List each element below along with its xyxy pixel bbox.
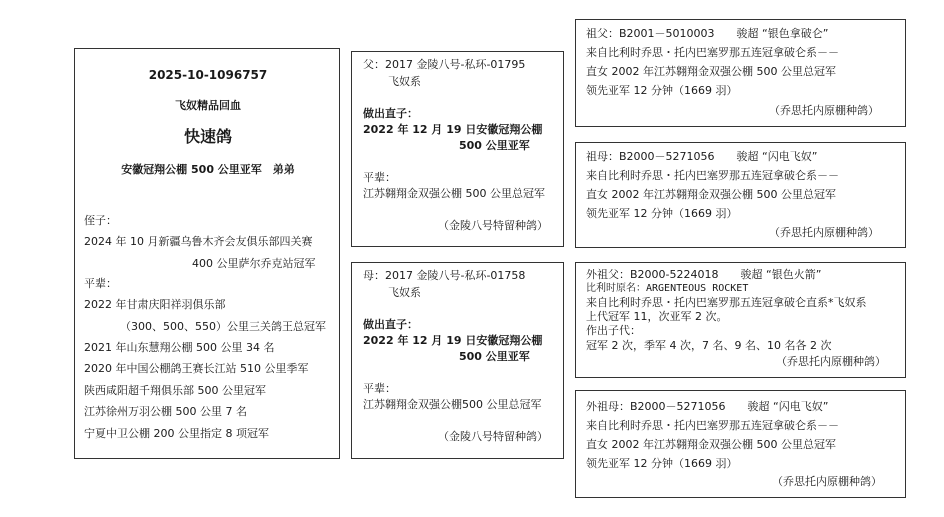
sire-ring: 父：2017 金陵八号-私环-01795 — [363, 58, 526, 71]
pgd-line-4: 领先亚军 12 分钟（1669 羽） — [586, 207, 738, 220]
pgs-loft: （乔思托内原棚种鸽） — [769, 104, 879, 117]
pgd-line-2: 来自比利时乔思・托内巴塞罗那五连冠拿破仑系－－ — [586, 169, 839, 182]
peer-line-2: （300、500、550）公里三关鸽王总冠军 — [120, 320, 326, 333]
ring-number: 2025-10-1096757 — [148, 68, 268, 82]
dam-peer-label: 平辈： — [363, 382, 396, 395]
dam-card — [351, 262, 564, 459]
peer-line-3: 2021 年山东慧翔公棚 500 公里 34 名 — [84, 341, 275, 354]
peer-line-7: 宁夏中卫公棚 200 公里指定 8 项冠军 — [84, 427, 269, 440]
sire-offspring-label: 做出直子： — [363, 107, 418, 120]
nephew-label: 侄子： — [84, 214, 117, 227]
dam-ring: 母：2017 金陵八号-私环-01758 — [363, 269, 526, 282]
nephew-line-2: 400 公里萨尔乔克站冠军 — [192, 257, 316, 270]
sire-strain: 飞奴系 — [388, 75, 421, 88]
pgs-line-4: 领先亚军 12 分钟（1669 羽） — [586, 84, 738, 97]
series-name: 飞奴精品回血 — [175, 99, 241, 112]
mgd-line-4: 领先亚军 12 分钟（1669 羽） — [586, 457, 738, 470]
mgd-ring: 外祖母：B2000－5271056 骏超 “闪电飞奴” — [586, 400, 829, 413]
pgs-line-3: 直女 2002 年江苏翱翔金双强公棚 500 公里总冠军 — [586, 65, 836, 78]
peer-line-1: 2022 年甘肃庆阳祥羽俱乐部 — [84, 298, 226, 311]
mgs-line-6: 冠军 2 次，季军 4 次，7 名、9 名、10 名各 2 次 — [586, 339, 832, 352]
sire-offspring-2: 500 公里亚军 — [459, 139, 530, 152]
sire-loft: （金陵八号特留种鸽） — [438, 219, 548, 232]
sire-peer-label: 平辈： — [363, 171, 396, 184]
pgd-ring: 祖母：B2000－5271056 骏超 “闪电飞奴” — [586, 150, 818, 163]
maternal-grandsire-card — [575, 262, 906, 378]
mgs-line-5: 作出子代： — [586, 324, 641, 337]
mgs-loft: （乔思托内原棚种鸽） — [776, 355, 886, 368]
sire-card — [351, 51, 564, 247]
pgd-loft: （乔思托内原棚种鸽） — [769, 226, 879, 239]
sire-offspring-1: 2022 年 12 月 19 日安徽冠翔公棚 — [363, 123, 543, 136]
dam-offspring-2: 500 公里亚军 — [459, 350, 530, 363]
pgs-line-2: 来自比利时乔思・托内巴塞罗那五连冠拿破仑系－－ — [586, 46, 839, 59]
peer-line-5: 陕西咸阳超千翔俱乐部 500 公里冠军 — [84, 384, 266, 397]
dam-offspring-label: 做出直子： — [363, 318, 418, 331]
paternal-grandsire-card — [575, 19, 906, 127]
dam-loft: （金陵八号特留种鸽） — [438, 430, 548, 443]
peer-label: 平辈： — [84, 277, 117, 290]
peer-line-6: 江苏徐州万羽公棚 500 公里 7 名 — [84, 405, 247, 418]
mgd-loft: （乔思托内原棚种鸽） — [772, 475, 882, 488]
mgs-line-4: 上代冠军 11，次亚军 2 次。 — [586, 310, 728, 323]
bird-name: 快速鸽 — [183, 127, 232, 146]
maternal-granddam-card — [575, 390, 906, 498]
peer-line-4: 2020 年中国公棚鸽王赛长江站 510 公里季军 — [84, 362, 309, 375]
mgs-line-3: 来自比利时乔思・托内巴塞罗那五连冠拿破仑直系*飞奴系 — [586, 296, 867, 309]
paternal-granddam-card — [575, 142, 906, 248]
dam-peer-1: 江苏翱翔金双强公棚500 公里总冠军 — [363, 398, 542, 411]
dam-offspring-1: 2022 年 12 月 19 日安徽冠翔公棚 — [363, 334, 543, 347]
pgs-ring: 祖父：B2001－5010003 骏超 “银色拿破仑” — [586, 27, 829, 40]
mgs-original-name: 比利时原名：ARGENTEOUS ROCKET — [586, 283, 749, 294]
nephew-line-1: 2024 年 10 月新疆乌鲁木齐会友俱乐部四关赛 — [84, 235, 313, 248]
dam-strain: 飞奴系 — [388, 286, 421, 299]
mgd-line-3: 直女 2002 年江苏翱翔金双强公棚 500 公里总冠军 — [586, 438, 836, 451]
sire-peer-1: 江苏翱翔金双强公棚 500 公里总冠军 — [363, 187, 545, 200]
mgs-ring: 外祖父：B2000-5224018 骏超 “银色火箭” — [586, 268, 822, 281]
relation-note: 安徽冠翔公棚 500 公里亚军 弟弟 — [121, 163, 295, 176]
pgd-line-3: 直女 2002 年江苏翱翔金双强公棚 500 公里总冠军 — [586, 188, 836, 201]
subject-card — [74, 48, 340, 459]
mgd-line-2: 来自比利时乔思・托内巴塞罗那五连冠拿破仑系－－ — [586, 419, 839, 432]
